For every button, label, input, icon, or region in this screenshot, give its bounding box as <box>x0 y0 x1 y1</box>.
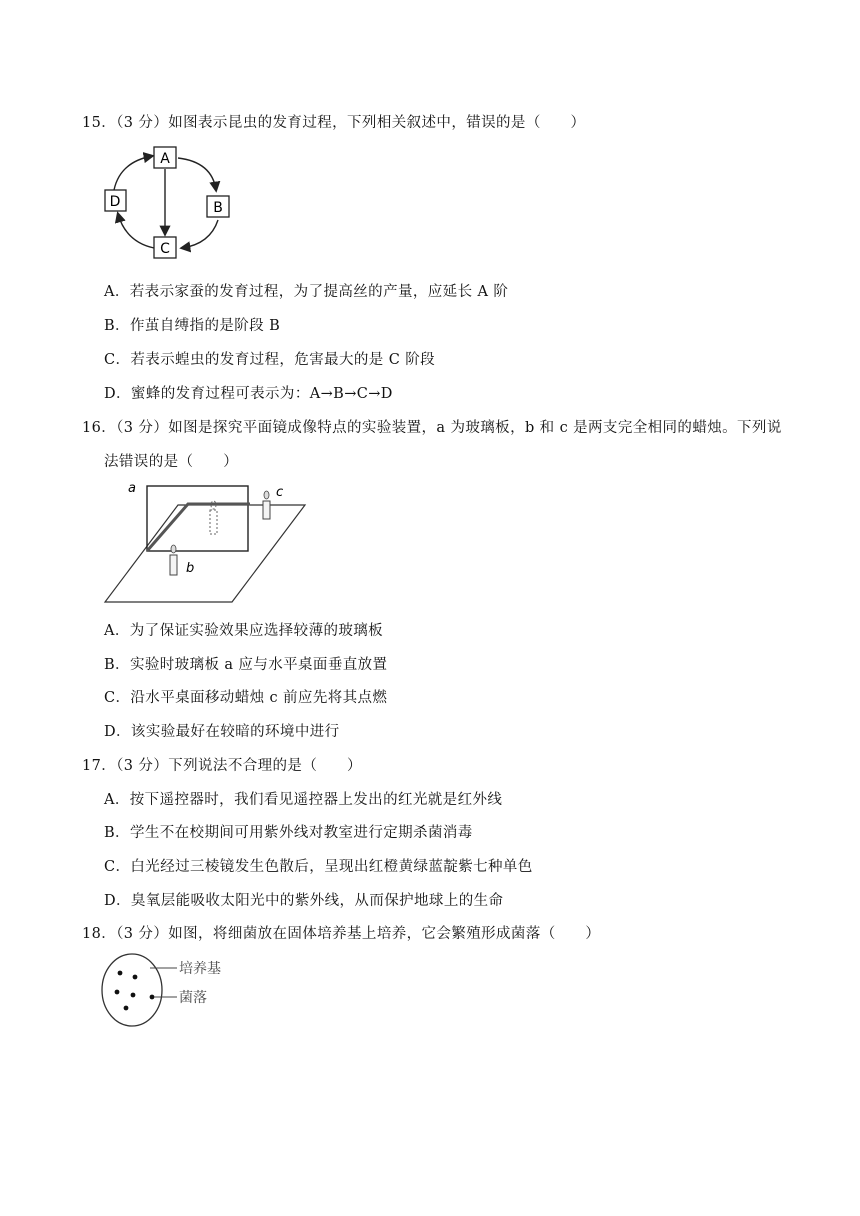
medium-label: 培养基 <box>179 961 221 977</box>
question-17-option-b[interactable]: B．学生不在校期间可用紫外线对教室进行定期杀菌消毒 <box>104 825 473 841</box>
colony-label: 菌落 <box>179 990 207 1006</box>
table-surface <box>105 505 305 602</box>
question-15-option-a[interactable]: A．若表示家蚕的发育过程，为了提高丝的产量，应延长 A 阶 <box>104 284 509 300</box>
stage-c-label: C <box>160 241 170 257</box>
label-c: c <box>276 485 284 500</box>
question-15-option-d[interactable]: D．蜜蜂的发育过程可表示为：A→B→C→D <box>104 386 393 402</box>
candle-b <box>170 545 177 575</box>
question-17-stem: 17．（3 分）下列说法不合理的是（ ） <box>82 758 362 774</box>
stage-b-node <box>207 196 229 217</box>
stage-d-label: D <box>109 194 121 210</box>
question-18-stem: 18．（3 分）如图，将细菌放在固体培养基上培养，它会繁殖形成菌落（ ） <box>82 926 601 942</box>
question-16-option-d[interactable]: D．该实验最好在较暗的环境中进行 <box>104 724 340 740</box>
question-15-option-b[interactable]: B．作茧自缚指的是阶段 B <box>104 318 281 334</box>
question-16-option-c[interactable]: C．沿水平桌面移动蜡烛 c 前应先将其点燃 <box>104 690 388 706</box>
insect-development-diagram <box>100 142 240 264</box>
question-15-stem: 15．（3 分）如图表示昆虫的发育过程，下列相关叙述中，错误的是（ ） <box>82 115 586 131</box>
stage-d-node <box>105 190 126 211</box>
question-17-option-a[interactable]: A．按下遥控器时，我们看见遥控器上发出的红光就是红外线 <box>104 792 503 808</box>
question-16-stem-line1: 16．（3 分）如图是探究平面镜成像特点的实验装置，a 为玻璃板，b 和 c 是两支完全相同的蜡烛。下列说 <box>82 420 782 436</box>
candle-c <box>263 491 270 519</box>
question-16-option-b[interactable]: B．实验时玻璃板 a 应与水平桌面垂直放置 <box>104 657 388 673</box>
stage-a-node <box>154 147 176 168</box>
plane-mirror-apparatus <box>100 480 310 606</box>
stage-a-label: A <box>160 151 170 167</box>
petri-dish-diagram <box>100 952 250 1032</box>
stage-b-label: B <box>213 200 223 216</box>
label-a: a <box>128 481 136 496</box>
label-b: b <box>186 561 195 576</box>
question-17-option-c[interactable]: C．白光经过三棱镜发生色散后，呈现出红橙黄绿蓝靛紫七种单色 <box>104 859 533 875</box>
question-16-option-a[interactable]: A．为了保证实验效果应选择较薄的玻璃板 <box>104 623 384 639</box>
question-17-option-d[interactable]: D．臭氧层能吸收太阳光中的紫外线，从而保护地球上的生命 <box>104 893 504 909</box>
question-16-stem-line2: 法错误的是（ ） <box>104 454 239 470</box>
question-15-option-c[interactable]: C．若表示蝗虫的发育过程，危害最大的是 C 阶段 <box>104 352 436 368</box>
petri-dish <box>102 954 162 1026</box>
stage-c-node <box>154 237 176 258</box>
